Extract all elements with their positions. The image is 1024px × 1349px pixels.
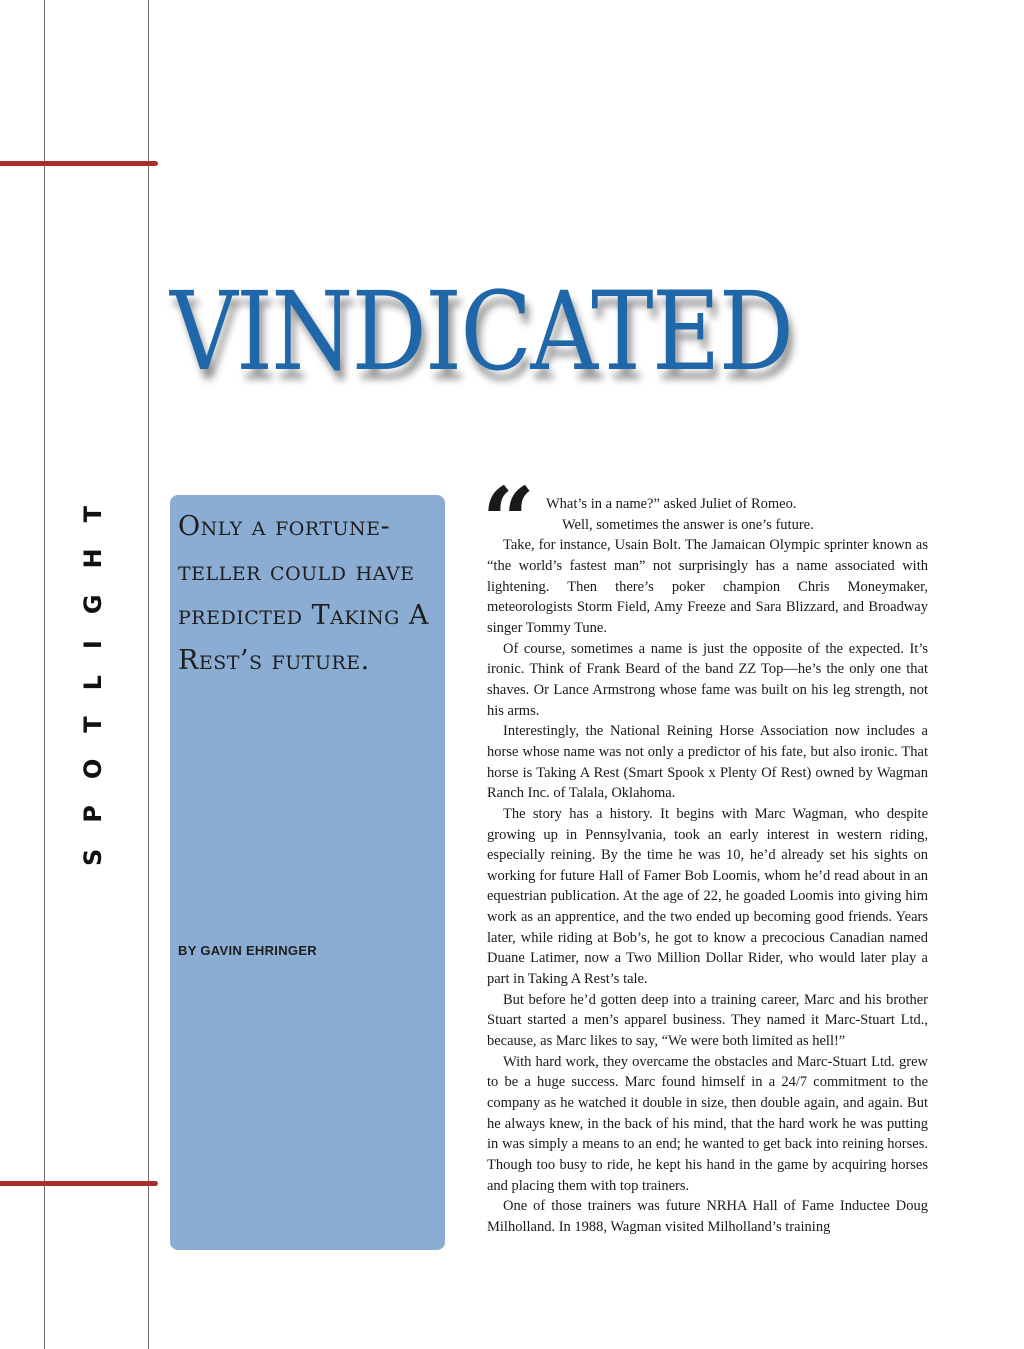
article-paragraph: Of course, sometimes a name is just the opposite of the expected. It’s ironic. Think of Frank Beard of the band ZZ Top—he’s the only one that shaves. Or Lance Armstrong whose fame was built on his leg strength, not his arms. — [487, 640, 928, 719]
deck-text: Only a fortune-teller could have predicted Taking A Rest’s future. — [178, 511, 429, 676]
deck-box — [170, 495, 445, 1250]
headline: VINDICATED — [170, 268, 793, 395]
accent-bar-bottom — [0, 1181, 158, 1186]
article-paragraph: But before he’d gotten deep into a training career, Marc and his brother Stuart started a men’s apparel business. They named it Marc-Stuart Ltd., because, as Marc likes to say, “We were both limited as hell!” — [487, 991, 928, 1050]
accent-bar-top — [0, 161, 158, 166]
margin-rule-right — [148, 0, 149, 1349]
quote-mark-icon: “ — [482, 467, 535, 575]
article-paragraph: What’s in a name?” asked Juliet of Romeo. — [546, 496, 797, 512]
article-paragraph: The story has a history. It begins with Marc Wagman, who despite growing up in Pennsylvania, took an early interest in western riding, especially reining. By the time he was 10, he’d already set his sights on working for future Hall of Famer Bob Loomis, whom he’d read about in an equestrian publication. At the age of 22, he goaded Loomis into giving him work as an apprentice, and the two ended up becoming good friends. Years later, while riding at Bob’s, he got to know a precocious Canadian named Duane Latimer, now a Two Million Dollar Rider, who would later play a part in Taking A Rest’s tale. — [487, 805, 928, 988]
article-paragraph: Interestingly, the National Reining Horse Association now includes a horse whose name was not only a predictor of his fate, but also ironic. That horse is Taking A Rest (Smart Spook x Plenty Of Rest) owned by Wagman Ranch Inc. of Talala, Oklahoma. — [487, 723, 928, 802]
article-paragraph: With hard work, they overcame the obstacles and Marc-Stuart Ltd. grew to be a huge success. Marc found himself in a 24/7 commitment to the company as he watched it double in size, then double again, and again. But he always knew, in the back of his mind, that the hard work he was putting in was simply a means to an end; he wanted to get back into reining horses. Though too busy to ride, he kept his hand in the game by acquiring horses and placing them with top trainers. — [487, 1053, 928, 1194]
article-paragraph: Take, for instance, Usain Bolt. The Jamaican Olympic sprinter known as “the world’s fastest man” not surprisingly has a name associated with lightening. Then there’s poker champion Chris Moneymaker, meteorologists Storm Field, Amy Freeze and Sara Blizzard, and Broadway singer Tommy Tune. — [487, 537, 928, 636]
article-paragraph: One of those trainers was future NRHA Hall of Fame Inductee Doug Milholland. In 1988, Wagman visited Milholland’s training — [487, 1198, 928, 1235]
byline: BY GAVIN EHRINGER — [178, 943, 317, 958]
section-label — [76, 479, 110, 866]
section-label-text: SPOTLIGHT — [79, 479, 107, 866]
article-paragraph: Well, sometimes the answer is one’s future. — [562, 516, 814, 533]
article-body — [487, 494, 928, 1238]
margin-rule-left — [44, 0, 45, 1349]
